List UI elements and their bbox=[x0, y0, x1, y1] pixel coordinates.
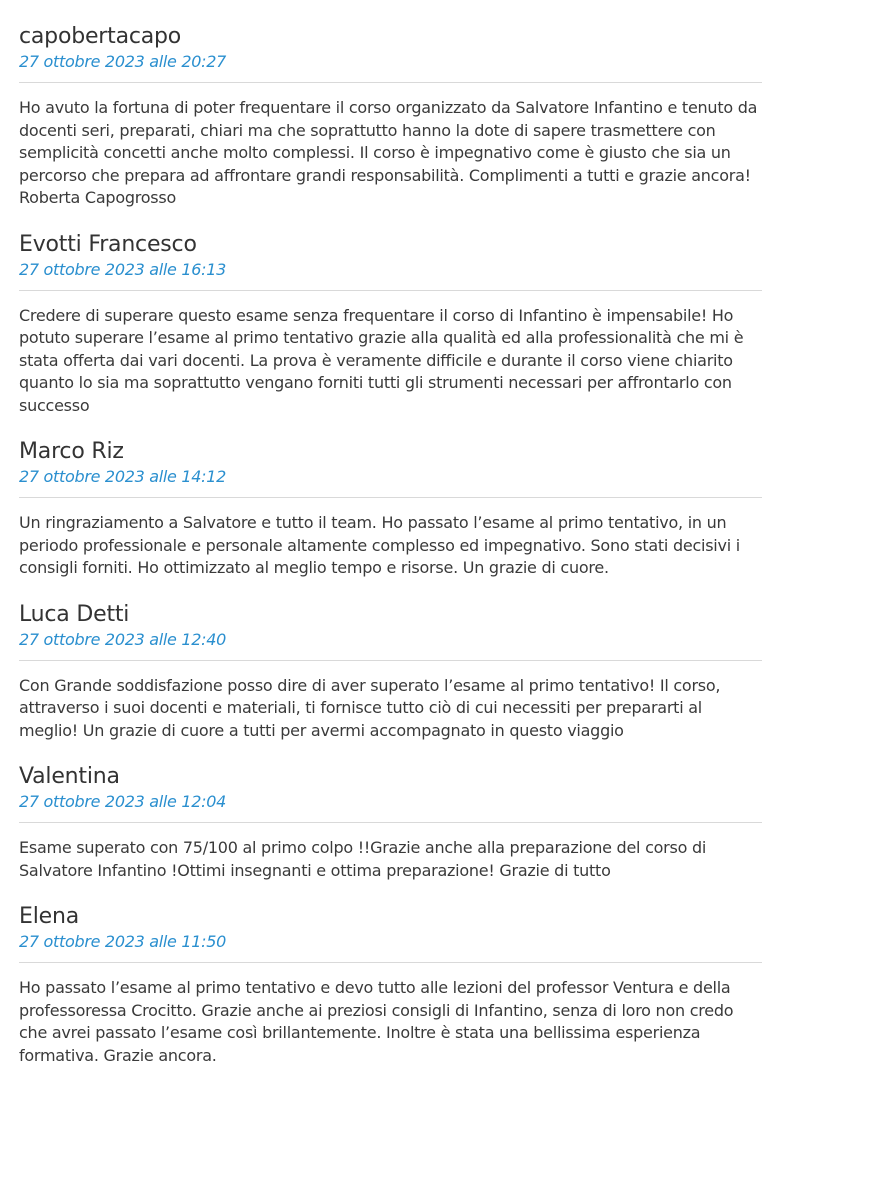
comment-author: Luca Detti bbox=[19, 601, 130, 627]
comment-date-link[interactable]: 27 ottobre 2023 alle 16:13 bbox=[19, 260, 762, 291]
comment-author: Marco Riz bbox=[19, 439, 124, 464]
comment-date-link[interactable]: 27 ottobre 2023 alle 11:50 bbox=[19, 932, 762, 963]
comment-text: Ho passato l’esame al primo tentativo e devo tutto alle lezioni del professor Ventura e della professoressa Crocitto. Grazie anche ai preziosi consigli di Infantino, senza di loro non credo che avrei passato l’esame così brillantemente. Inoltre è stata una bellissima esperienza formativa. Grazie ancora. bbox=[19, 978, 734, 1065]
comment-author: Evotti Francesco bbox=[19, 231, 197, 257]
comment-text: Un ringraziamento a Salvatore e tutto il team. Ho passato l’esame al primo tentativo, in un periodo professionale e personale altamente complesso ed impegnativo. Sono stati decisivi i consigli forniti. Ho ottimizzato al meglio tempo e risorse. Un grazie di cuore. bbox=[19, 513, 740, 577]
comment-item bbox=[19, 762, 762, 882]
comment-date-link[interactable]: 27 ottobre 2023 alle 14:12 bbox=[19, 467, 762, 498]
comment-item bbox=[19, 437, 762, 580]
comment-author: capobertacapo bbox=[19, 24, 182, 49]
comment-text: Ho avuto la fortuna di poter frequentare il corso organizzato da Salvatore Infantino e tenuto da docenti seri, preparati, chiari ma che soprattutto hanno la dote di sapere trasmettere con semplicità concetti anche molto complessi. Il corso è impegnativo come è giusto che sia un percorso che prepara ad affrontare grandi responsabilità. Complimenti a tutti e grazie ancora! Roberta Capogrosso bbox=[19, 98, 758, 207]
comment-date-link[interactable]: 27 ottobre 2023 alle 20:27 bbox=[19, 52, 762, 83]
comment-text: Con Grande soddisfazione posso dire di aver superato l’esame al primo tentativo! Il corso, attraverso i suoi docenti e materiali, ti fornisce tutto ciò di cui necessiti per prepararti al meglio! Un grazie di cuore a tutti per avermi accompagnato in questo viaggio bbox=[19, 675, 721, 740]
comment-item bbox=[19, 22, 762, 210]
comment-text: Esame superato con 75/100 al primo colpo !!Grazie anche alla preparazione del corso di Salvatore Infantino !Ottimi insegnanti e ottima preparazione! Grazie di tutto bbox=[19, 838, 707, 880]
comment-item bbox=[19, 600, 762, 743]
comment-date-link[interactable]: 27 ottobre 2023 alle 12:40 bbox=[19, 630, 762, 661]
comment-date-link[interactable]: 27 ottobre 2023 alle 12:04 bbox=[19, 792, 762, 823]
comment-author: Elena bbox=[19, 904, 79, 929]
comment-item bbox=[19, 902, 762, 1067]
comment-text: Credere di superare questo esame senza frequentare il corso di Infantino è impensabile! Ho potuto superare l’esame al primo tentativo grazie alla qualità ed alla professionalità che mi è stata offerta dai vari docenti. La prova è veramente difficile e durante il corso viene chiarito quanto lo sia ma soprattutto vengano forniti tutti gli strumenti necessari per affrontarlo con successo bbox=[19, 305, 744, 415]
comment-author: Valentina bbox=[19, 764, 120, 789]
comment-item bbox=[19, 230, 762, 418]
